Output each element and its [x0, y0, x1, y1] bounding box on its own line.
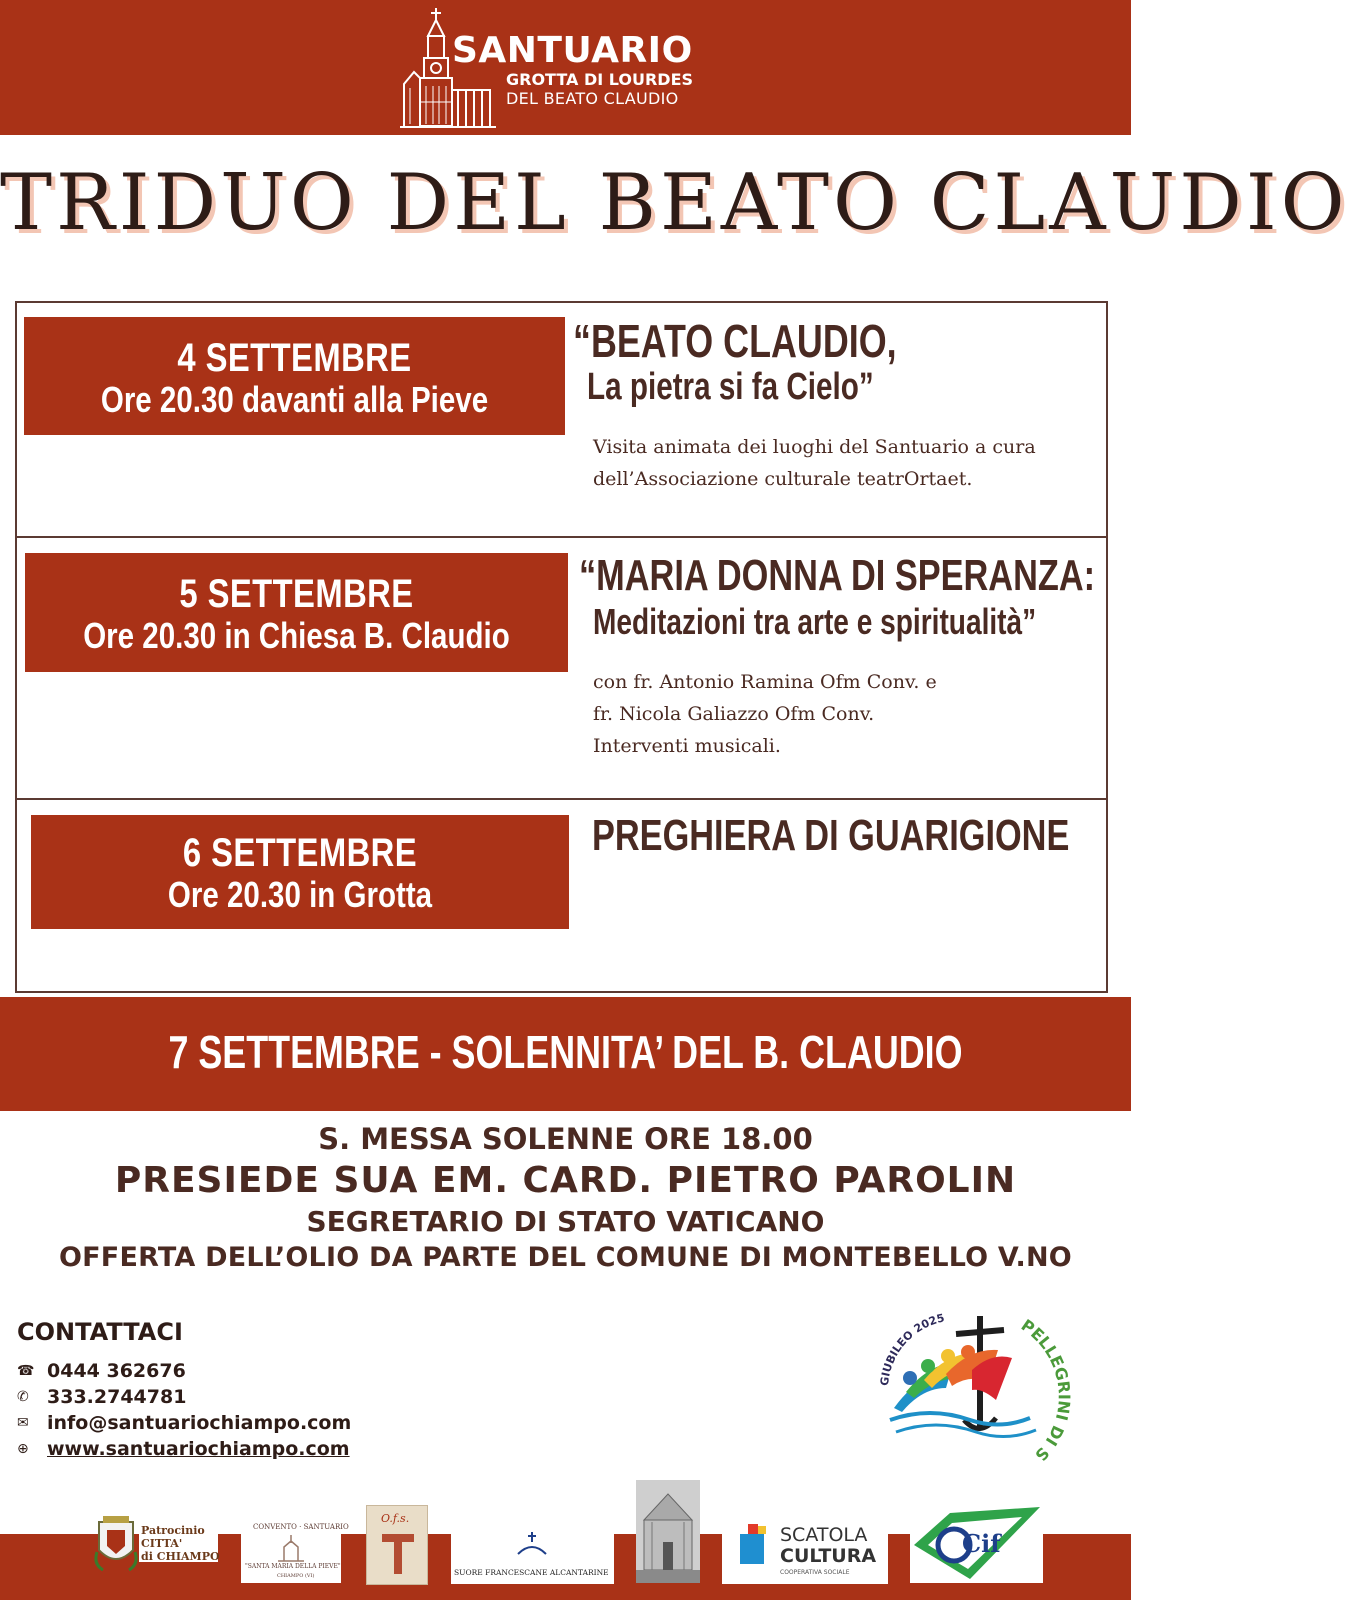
event-description-line: fr. Nicola Galiazzo Ofm Conv.	[593, 703, 875, 725]
scatola-cube-icon	[740, 1524, 774, 1564]
sponsor-cif-text: Cif	[962, 1529, 1001, 1558]
mass-presider: PRESIEDE SUA EM. CARD. PIETRO PAROLIN	[114, 1160, 1017, 1201]
event-title-line-2: La pietra si fa Cielo”	[587, 366, 874, 408]
contacts-block	[17, 1318, 351, 1462]
event-title	[592, 812, 1069, 860]
event-title-line-1: “BEATO CLAUDIO,	[573, 315, 897, 367]
tau-cross-icon	[378, 1528, 418, 1578]
santuario-logo[interactable]	[400, 6, 730, 131]
page-title: TRIDUO DEL BEATO CLAUDIO	[0, 158, 1349, 248]
sponsor-scatola-cultura	[722, 1512, 888, 1584]
sponsor-scatola-line: SCATOLA	[780, 1524, 868, 1546]
sponsor-convento-line: "SANTA MARIA DELLA PIEVE"	[245, 1563, 341, 1570]
sponsor-convento	[241, 1511, 349, 1583]
contact-website[interactable]	[17, 1436, 351, 1462]
envelope-icon: ✉	[17, 1415, 29, 1431]
event-title-line-2: Meditazioni tra arte e spiritualità”	[593, 601, 1037, 642]
sponsor-suore-text: SUORE FRANCESCANE ALCANTARINE	[454, 1568, 609, 1577]
whatsapp-icon: ✆	[17, 1389, 29, 1405]
event-date-box	[25, 553, 568, 672]
event-description	[593, 666, 937, 762]
sponsor-convento-line: CONVENTO · SANTUARIO	[253, 1523, 349, 1531]
city-crest-icon	[93, 1516, 139, 1574]
jubilee-bottom-text: PELLEGRINI DI S	[1017, 1315, 1074, 1465]
whatsapp-number: 333.2744781	[47, 1386, 187, 1408]
solemnity-band	[0, 997, 1131, 1111]
convent-drawing-icon	[276, 1533, 306, 1563]
event-title	[573, 317, 897, 409]
event-date-box	[24, 317, 565, 435]
logo-subtitle-2: DEL BEATO CLAUDIO	[506, 89, 679, 108]
logo-title: SANTUARIO	[452, 30, 693, 71]
contact-whatsapp[interactable]	[17, 1384, 351, 1410]
email-address: info@santuariochiampo.com	[47, 1412, 352, 1434]
event-row-1	[17, 303, 1106, 536]
sponsor-cif	[910, 1505, 1043, 1583]
phone-icon: ☎	[17, 1363, 35, 1379]
mass-time: S. MESSA SOLENNE ORE 18.00	[318, 1122, 813, 1156]
website-link[interactable]: www.santuariochiampo.com	[47, 1438, 350, 1460]
sponsor-church-photo	[636, 1480, 700, 1583]
mass-offering: OFFERTA DELL’OLIO DA PARTE DEL COMUNE DI MONTEBELLO V.NO	[59, 1242, 1072, 1273]
event-description-line: con fr. Antonio Ramina Ofm Conv. e	[593, 671, 937, 693]
jubilee-2025-logo	[880, 1308, 1080, 1478]
event-date-box	[31, 815, 569, 929]
event-row-2	[17, 536, 1106, 798]
mass-presider-role: SEGRETARIO DI STATO VATICANO	[306, 1205, 825, 1238]
event-date: 6 SETTEMBRE	[182, 831, 418, 875]
event-date: 5 SETTEMBRE	[179, 572, 414, 616]
suore-emblem-icon	[514, 1532, 550, 1556]
jubilee-pilgrims-icon	[880, 1308, 1080, 1478]
sponsor-scatola-line: COOPERATIVA SOCIALE	[780, 1569, 850, 1576]
event-time: Ore 20.30 in Chiesa B. Claudio	[83, 615, 510, 656]
sponsor-scatola-line: CULTURA	[780, 1545, 877, 1567]
sponsor-patrocinio-line: CITTA'	[141, 1537, 183, 1550]
sponsor-patrocinio-line: Patrocinio	[141, 1524, 205, 1537]
event-time: Ore 20.30 davanti alla Pieve	[100, 379, 489, 420]
sponsor-convento-line: CHIAMPO (VI)	[277, 1573, 315, 1579]
sponsor-ofs	[366, 1505, 428, 1585]
contact-email[interactable]	[17, 1410, 351, 1436]
contact-phone[interactable]	[17, 1358, 351, 1384]
sponsor-citta-chiampo	[91, 1512, 218, 1578]
event-title	[579, 552, 1095, 644]
jubilee-top-text: IUBILEO 2025	[880, 1311, 946, 1378]
church-facade-icon	[636, 1480, 700, 1583]
header-band	[0, 0, 1131, 135]
globe-icon: ⊕	[17, 1441, 29, 1457]
event-title-line-1: PREGHIERA DI GUARIGIONE	[592, 811, 1070, 860]
sponsor-ofs-text: O.f.s.	[381, 1512, 410, 1525]
event-description-line: dell’Associazione culturale teatrOrtaet.	[593, 468, 973, 490]
event-description	[593, 431, 1036, 495]
event-date: 4 SETTEMBRE	[177, 336, 412, 380]
event-title-line-1: “MARIA DONNA DI SPERANZA:	[579, 551, 1096, 600]
phone-number: 0444 362676	[47, 1360, 186, 1382]
logo-subtitle-1: GROTTA DI LOURDES	[506, 70, 694, 89]
events-table	[15, 301, 1108, 993]
sponsor-patrocinio-line: di CHIAMPO	[141, 1550, 220, 1563]
event-description-line: Visita animata dei luoghi del Santuario a cura	[593, 436, 1036, 458]
event-description-line: Interventi musicali.	[593, 735, 781, 757]
event-row-3	[17, 798, 1106, 993]
solemnity-text: 7 SETTEMBRE - SOLENNITA’ DEL B. CLAUDIO	[168, 1026, 963, 1078]
sponsor-suore	[451, 1528, 614, 1584]
contacts-heading: CONTATTACI	[17, 1318, 183, 1346]
event-time: Ore 20.30 in Grotta	[167, 874, 433, 915]
